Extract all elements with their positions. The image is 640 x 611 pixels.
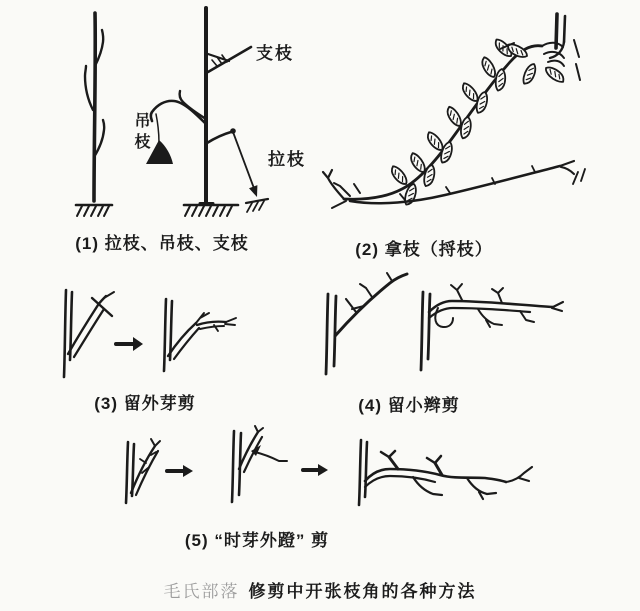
stage-1 — [126, 439, 160, 503]
figure-title-row — [0, 577, 640, 602]
figure-title: 修剪中开张枝角的各种方法 — [248, 582, 477, 601]
arrow-right-icon — [116, 337, 143, 351]
after-braid — [421, 284, 563, 370]
label-hang-branch: 吊枝 — [132, 112, 149, 154]
before-braid — [326, 273, 407, 374]
caption-panel-4: (4) 留小辫剪 — [358, 396, 460, 415]
label-prop-branch: 支枝 — [256, 44, 294, 63]
illustration-bud-step-cut — [95, 425, 545, 527]
caption-panel-2: (2) 拿枝（捋枝） — [355, 240, 493, 259]
illustration-small-braid-cut — [310, 262, 600, 380]
watermark-text: 毛氏部落 — [163, 582, 240, 601]
label-pull-branch: 拉枝 — [268, 150, 306, 169]
caption-panel-1: (1) 拉枝、吊枝、支枝 — [75, 234, 249, 253]
arrow-right-icon — [303, 464, 328, 476]
arrow-right-icon — [167, 465, 193, 477]
after-cut — [164, 299, 236, 371]
caption-panel-3: (3) 留外芽剪 — [94, 394, 196, 413]
illustration-bend-branch — [320, 0, 640, 232]
caption-panel-5: (5) “时芽外蹬” 剪 — [184, 531, 330, 550]
illustration-pull-hang-prop — [0, 0, 320, 225]
illustration-outward-bud-cut — [40, 280, 280, 390]
hand-grip — [542, 14, 565, 66]
left-tree — [76, 13, 112, 216]
before-cut — [64, 290, 114, 377]
rope-arrowhead — [249, 185, 257, 197]
bare-branch — [350, 161, 585, 203]
pull-rope — [233, 132, 255, 191]
hanging-weight-branch — [146, 101, 206, 164]
leafy-stem — [344, 46, 542, 200]
stage-2 — [232, 426, 287, 502]
pull-branch — [207, 132, 231, 143]
stage-3 — [359, 440, 532, 505]
